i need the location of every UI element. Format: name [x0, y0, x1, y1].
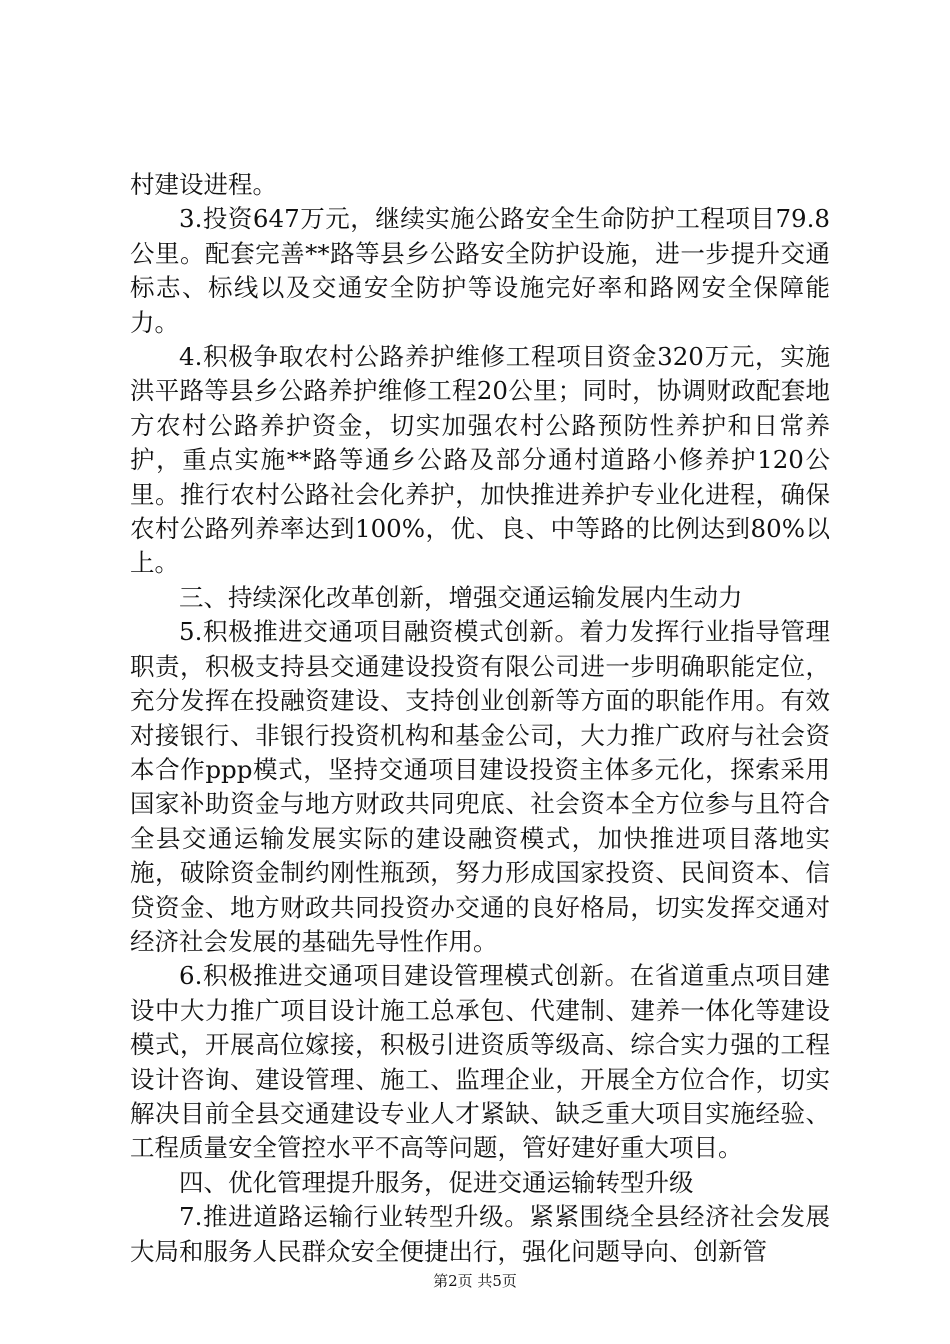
paragraph-item-6: 6.积极推进交通项目建设管理模式创新。在省道重点项目建设中大力推广项目设计施工总承包、代建制、建养一体化等建设模式，开展高位嫁接，积极引进资质等级高、综合实力强的工程设计咨询、建设管理、施工、监理企业，开展全方位合作，切实解决目前全县交通建设专业人才紧缺、缺乏重大项目实施经验、工程质量安全管控水平不高等问题，管好建好重大项目。 — [130, 961, 830, 1163]
paragraph-item-3: 3.投资647万元，继续实施公路安全生命防护工程项目79.8公里。配套完善**路等县乡公路安全防护设施，进一步提升交通标志、标线以及交通安全防护等设施完好率和路网安全保障能力。 — [130, 204, 830, 337]
page-footer: 第2页 共5页 — [433, 1272, 517, 1290]
paragraph-item-4: 4.积极争取农村公路养护维修工程项目资金320万元，实施洪平路等县乡公路养护维修工程20公里；同时，协调财政配套地方农村公路养护资金，切实加强农村公路预防性养护和日常养护，重点实施**路等通乡公路及部分通村道路小修养护120公里。推行农村公路社会化养护，加快推进养护专业化进程，确保农村公路列养率达到100%，优、良、中等路的比例达到80%以上。 — [130, 342, 830, 578]
document-body — [130, 168, 830, 1269]
section-heading-3: 三、持续深化改革创新，增强交通运输发展内生动力 — [179, 582, 743, 612]
paragraph-item-5: 5.积极推进交通项目融资模式创新。着力发挥行业指导管理职责，积极支持县交通建设投资有限公司进一步明确职能定位，充分发挥在投融资建设、支持创业创新等方面的职能作用。有效对接银行、非银行投资机构和基金公司，大力推广政府与社会资本合作ppp模式，坚持交通项目建设投资主体多元化，探索采用国家补助资金与地方财政共同兜底、社会资本全方位参与且符合全县交通运输发展实际的建设融资模式，加快推进项目落地实施，破除资金制约刚性瓶颈，努力形成国家投资、民间资本、信贷资金、地方财政共同投资办交通的良好格局，切实发挥交通对经济社会发展的基础先导性作用。 — [130, 617, 830, 956]
section-heading-4: 四、优化管理提升服务，促进交通运输转型升级 — [179, 1167, 694, 1197]
paragraph-continuation: 村建设进程。 — [130, 170, 277, 199]
paragraph-item-7: 7.推进道路运输行业转型升级。紧紧围绕全县经济社会发展大局和服务人民群众安全便捷出行，强化问题导向、创新管 — [130, 1202, 830, 1266]
